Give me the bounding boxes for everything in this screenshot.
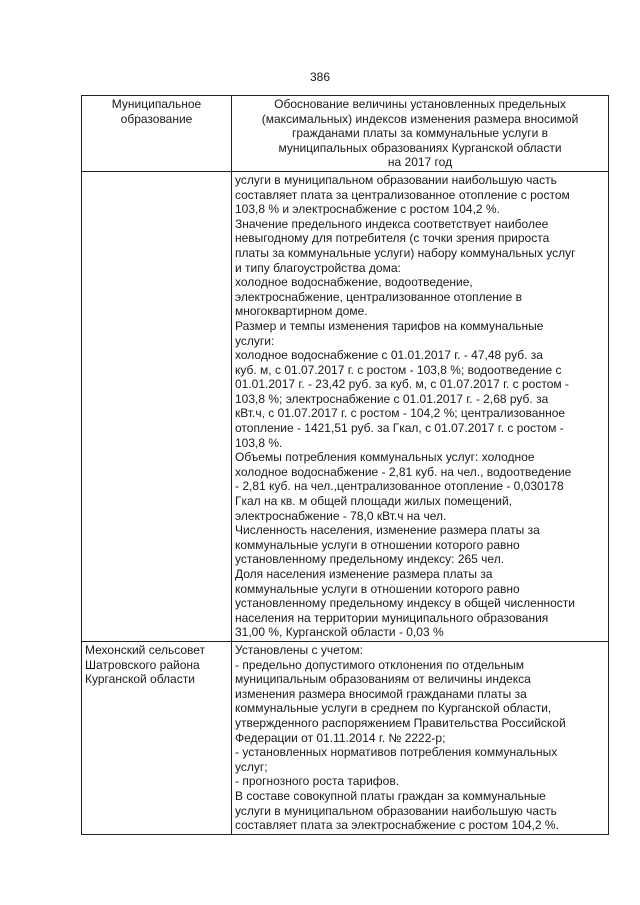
page-number: 386 xyxy=(309,70,331,84)
table-row xyxy=(82,641,609,834)
text-line: установленному предельному индексу в общей численности xyxy=(235,596,575,611)
text-line: изменения размера вносимой гражданами платы за xyxy=(235,686,527,701)
text-line: коммунальные услуги в отношении которого равно xyxy=(235,581,520,596)
table-header-row xyxy=(82,96,609,172)
header-line: Обоснование величины установленных предельных xyxy=(274,97,566,111)
text-line: населения на территории муниципального образования xyxy=(235,610,549,625)
justification-cell xyxy=(232,641,609,834)
text-line: холодное водоснабжение, водоотведение, xyxy=(235,275,473,290)
text-line: услуги: xyxy=(235,333,275,348)
text-line: услуги в муниципальном образовании наибольшую часть xyxy=(235,172,557,187)
text-line: составляет плата за централизованное отопление с ростом xyxy=(235,187,570,202)
text-line: электроснабжение - 78,0 кВт.ч на чел. xyxy=(235,508,447,523)
text-line: куб. м, с 01.07.2017 г. с ростом - 103,8 %; водоотведение с xyxy=(235,362,562,377)
header-line: (максимальных) индексов изменения размера вносимой xyxy=(261,111,579,126)
text-line: Объемы потребления коммунальных услуг: холодное xyxy=(235,450,535,465)
justification-cell xyxy=(232,171,609,641)
municipality-line: Курганской области xyxy=(85,672,195,687)
text-line: электроснабжение, централизованное отопление в xyxy=(235,289,522,304)
text-line: муниципальным образованиям от величины индекса xyxy=(235,672,531,687)
header-line: на 2017 год xyxy=(387,155,453,170)
text-line: Доля населения изменение размера платы за xyxy=(235,567,493,581)
text-line: услуги в муниципальном образовании наибольшую часть xyxy=(235,803,557,818)
table-row xyxy=(82,171,609,641)
municipality-cell xyxy=(82,641,232,834)
text-line: Размер и темпы изменения тарифов на коммунальные xyxy=(235,318,544,333)
header-line: муниципальных образованиях Курганской области xyxy=(278,140,562,155)
text-line: холодное водоснабжение с 01.01.2017 г. - 47,48 руб. за xyxy=(235,348,543,363)
text-line: В составе совокупной платы граждан за коммунальные xyxy=(235,788,546,803)
text-line: кВт.ч, с 01.07.2017 г. с ростом - 104,2 %; централизованное xyxy=(235,406,566,421)
text-line: холодное водоснабжение - 2,81 куб. на чел., водоотведение xyxy=(235,464,572,479)
text-line: 103,8 %; электроснабжение с 01.01.2017 г. - 2,68 руб. за xyxy=(235,391,549,406)
text-line: 103,8 % и электроснабжение с ростом 104,2 %. xyxy=(235,202,500,217)
municipality-line: Шатровского района xyxy=(85,657,200,672)
text-line: отопление - 1421,51 руб. за Гкал, с 01.07.2017 г. с ростом - xyxy=(235,421,564,436)
text-line: Федерации от 01.11.2014 г. № 2222-р; xyxy=(235,730,446,745)
text-line: 01.01.2017 г. - 23,42 руб. за куб. м, с 01.07.2017 г. с ростом - xyxy=(235,377,569,392)
text-line: Установлены с учетом: xyxy=(235,642,363,657)
text-line: - прогнозного роста тарифов. xyxy=(235,774,400,789)
text-line: платы за коммунальные услуги) набору коммунальных услуг xyxy=(235,245,576,260)
text-line: коммунальные услуги в среднем по Курганской области, xyxy=(235,701,552,716)
text-line: - предельно допустимого отклонения по отдельным xyxy=(235,657,524,672)
header-line: гражданами платы за коммунальные услуги в xyxy=(291,126,549,141)
text-line: коммунальные услуги в отношении которого равно xyxy=(235,537,520,552)
text-line: Гкал на кв. м общей площади жилых помещений, xyxy=(235,494,512,509)
text-line: и типу благоустройства дома: xyxy=(235,260,401,275)
text-line: установленному предельному индексу: 265 чел. xyxy=(235,552,505,567)
text-line: услуг; xyxy=(235,759,268,774)
text-line: многоквартирном доме. xyxy=(235,304,368,319)
text-line: Значение предельного индекса соответствует наиболее xyxy=(235,216,549,231)
tariff-justification-table xyxy=(81,95,609,835)
text-line: - установленных нормативов потребления коммунальных xyxy=(235,745,558,760)
text-line: Численность населения, изменение размера платы за xyxy=(235,523,540,538)
header-municipality: Муниципальное образование xyxy=(82,96,232,172)
text-line: утвержденного распоряжением Правительства Российской xyxy=(235,715,566,730)
text-line: составляет плата за электроснабжение с ростом 104,2 %. xyxy=(235,818,559,833)
text-line: невыгодному для потребителя (с точки зрения прироста xyxy=(235,231,550,246)
municipality-line: Мехонский сельсовет xyxy=(85,642,206,657)
text-line: - 2,81 куб. на чел.,централизованное отопление - 0,030178 xyxy=(235,479,564,494)
municipality-cell-empty xyxy=(82,171,232,641)
text-line: 31,00 %, Курганской области - 0,03 % xyxy=(235,625,444,640)
text-line: 103,8 %. xyxy=(235,435,283,450)
header-justification xyxy=(232,96,609,172)
